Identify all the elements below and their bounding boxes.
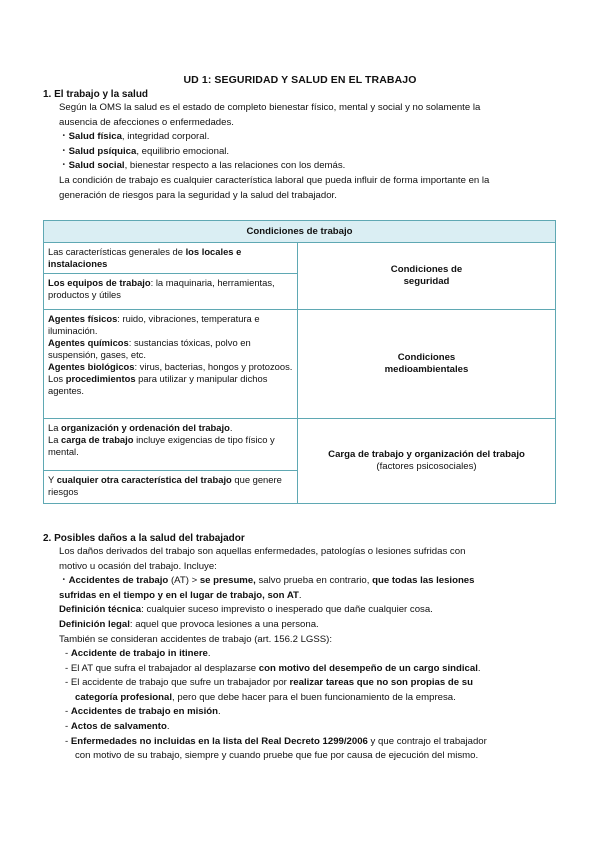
table-cell: Las características generales de los locales e instalaciones bbox=[44, 243, 298, 274]
text-line: Carga de trabajo y organización del trabajo bbox=[328, 449, 525, 460]
table-cell bbox=[44, 310, 298, 419]
list-item: - Accidente de trabajo in itinere. bbox=[65, 648, 211, 659]
list-item: - Actos de salvamento. bbox=[65, 720, 170, 732]
text-line: Según la OMS la salud es el estado de completo bienestar físico, mental y social y no solamente la bbox=[59, 102, 481, 113]
text-line: motivo u ocasión del trabajo. Incluye: bbox=[59, 560, 217, 572]
list-item: - Accidentes de trabajo en misión. bbox=[65, 706, 221, 718]
table-cell-seguridad: Condiciones de seguridad bbox=[298, 243, 556, 310]
text-line: Definición técnica: cualquier suceso imprevisto o inesperado que dañe cualquier cosa. bbox=[59, 604, 433, 616]
table-cell bbox=[44, 419, 298, 471]
text-line: sufridas en el tiempo y en el lugar de trabajo, son AT. bbox=[59, 589, 302, 601]
list-item-cont: categoría profesional, pero que debe hacer para el buen funcionamiento de la empresa. bbox=[75, 691, 456, 703]
section-2-intro bbox=[59, 545, 474, 647]
bullet-salud-social: ・Salud social, bienestar respecto a las relaciones con los demás. bbox=[59, 160, 346, 172]
text-line: generación de riesgos para la seguridad y la salud del trabajador. bbox=[59, 189, 337, 201]
list-item: - Enfermedades no incluidas en la lista del Real Decreto 1299/2006 y que contrajo el trabajador bbox=[65, 735, 487, 747]
bullet-accidentes: ・Accidentes de trabajo (AT) > se presume, salvo prueba en contrario, que todas las lesiones bbox=[59, 575, 475, 587]
table-cell-carga bbox=[298, 419, 556, 504]
bullet-salud-psiquica: ・Salud psíquica, equilibrio emocional. bbox=[59, 145, 230, 157]
section-1-heading: 1. El trabajo y la salud bbox=[43, 89, 149, 100]
text-line: Agentes biológicos: virus, bacterias, hongos y protozoos. bbox=[48, 361, 293, 372]
table-header: Condiciones de trabajo bbox=[44, 221, 556, 243]
text-line: La condición de trabajo es cualquier característica laboral que pueda influir de forma importante en la bbox=[59, 174, 490, 186]
document-title: UD 1: SEGURIDAD Y SALUD EN EL TRABAJO bbox=[183, 74, 417, 86]
text-line: Definición legal: aquel que provoca lesiones a una persona. bbox=[59, 618, 319, 630]
list-item: - El AT que sufra el trabajador al desplazarse con motivo del desempeño de un cargo sindical. bbox=[65, 662, 481, 674]
list-item: - El accidente de trabajo que sufre un trabajador por realizar tareas que no son propias de su bbox=[65, 677, 473, 689]
conditions-table bbox=[43, 220, 556, 504]
section-1-intro bbox=[59, 101, 489, 203]
text-line: Agentes químicos: sustancias tóxicas, polvo en suspensión, gases, etc. bbox=[48, 337, 251, 360]
accidentes-list bbox=[65, 647, 487, 764]
text-line: La organización y ordenación del trabajo. bbox=[48, 422, 233, 433]
text-line: También se consideran accidentes de trabajo (art. 156.2 LGSS): bbox=[59, 633, 333, 645]
text-line: La carga de trabajo incluye exigencias de tipo físico y mental. bbox=[48, 434, 275, 457]
section-2-heading: 2. Posibles daños a la salud del trabajador bbox=[43, 533, 245, 544]
table-cell: Y cualquier otra característica del trabajo que genere riesgos bbox=[44, 471, 298, 504]
text-line: Los daños derivados del trabajo son aquellas enfermedades, patologías o lesiones sufridas con bbox=[59, 546, 466, 557]
list-item-cont: con motivo de su trabajo, siempre y cuando pruebe que fue por causa de ejecución del mismo. bbox=[75, 750, 479, 762]
bullet-salud-fisica: ・Salud física, integridad corporal. bbox=[59, 131, 210, 143]
text-line: Los procedimientos para utilizar y manipular dichos agentes. bbox=[48, 373, 268, 396]
table-cell: Los equipos de trabajo: la maquinaria, herramientas, productos y útiles bbox=[44, 274, 298, 310]
text-line: ausencia de afecciones o enfermedades. bbox=[59, 116, 234, 128]
text-line: Agentes físicos: ruido, vibraciones, temperatura e iluminación. bbox=[48, 313, 260, 336]
table-cell-medioambientales: Condiciones medioambientales bbox=[298, 310, 556, 419]
text-line: (factores psicosociales) bbox=[376, 461, 477, 472]
